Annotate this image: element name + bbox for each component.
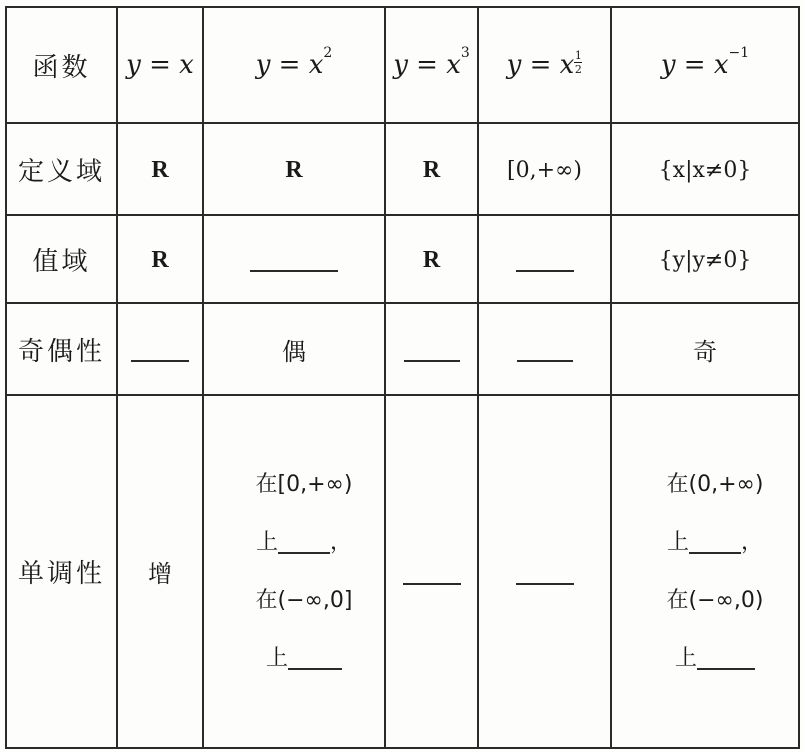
function-4-base: y = x <box>506 50 575 80</box>
mono-5-line-4-prefix: 上 <box>674 645 697 671</box>
parity-cell-5 <box>611 303 799 395</box>
mono-5-line-2-suffix: ， <box>741 529 764 555</box>
parity-value-5: 奇 <box>693 337 717 366</box>
domain-value-1: R <box>151 157 169 183</box>
parity-cell-2 <box>203 303 385 395</box>
mono-5-line-1: 在(0,+∞) <box>666 471 764 497</box>
domain-cell-5 <box>611 123 799 215</box>
mono-5-blank-2 <box>697 648 755 670</box>
range-cell-3 <box>385 215 478 303</box>
mono-5-blank-1 <box>689 532 741 554</box>
function-3-base: y = x <box>393 50 461 80</box>
domain-label: 定义域 <box>6 123 117 215</box>
parity-cell-3 <box>385 303 478 395</box>
header-label <box>6 7 117 123</box>
parity-blank-4 <box>517 338 573 362</box>
range-blank-4 <box>516 248 574 272</box>
mono-2-line-4 <box>224 630 384 688</box>
mono-2-line-2 <box>224 514 384 572</box>
mono-2-line-4-prefix: 上 <box>265 645 288 671</box>
monotonicity-cell-4 <box>478 395 611 748</box>
function-4-exponent-fraction <box>574 50 582 75</box>
mono-2-blank-1 <box>278 532 330 554</box>
parity-blank-1 <box>131 338 189 362</box>
domain-value-4: [0,+∞) <box>507 158 582 183</box>
range-blank-2 <box>250 248 338 272</box>
monotonicity-value-1: 增 <box>148 560 172 588</box>
parity-value-2: 偶 <box>282 337 306 366</box>
domain-value-3: R <box>422 157 441 183</box>
range-cell-1 <box>117 215 203 303</box>
fraction-denominator: 2 <box>574 63 582 76</box>
mono-5-line-2-prefix: 上 <box>666 529 689 555</box>
range-value-5: {y|y≠0} <box>658 248 752 273</box>
mono-blank-3 <box>403 561 461 585</box>
function-2-exponent: 2 <box>323 45 333 62</box>
function-header-4 <box>478 7 611 123</box>
fraction-numerator: 1 <box>574 49 582 62</box>
range-cell-2 <box>203 215 385 303</box>
mono-5-line-4 <box>632 630 798 688</box>
function-1-base: y = x <box>126 50 194 80</box>
domain-value-5: {x|x≠0} <box>658 158 752 183</box>
domain-cell-2 <box>203 123 385 215</box>
range-label: 值域 <box>6 215 117 303</box>
domain-cell-4 <box>478 123 611 215</box>
function-5-exponent: −1 <box>728 45 750 62</box>
monotonicity-label: 单调性 <box>6 395 117 748</box>
monotonicity-cell-2 <box>203 395 385 748</box>
mono-2-line-2-prefix: 上 <box>255 529 278 555</box>
function-5-base: y = x <box>660 50 729 80</box>
power-function-properties-table <box>5 6 800 749</box>
domain-value-2: R <box>285 157 303 183</box>
range-row <box>6 215 799 303</box>
domain-cell-3 <box>385 123 478 215</box>
mono-5-line-3: 在(−∞,0) <box>666 587 764 613</box>
mono-2-line-1: 在[0,+∞) <box>255 471 353 497</box>
mono-2-line-3: 在(−∞,0] <box>255 587 353 613</box>
parity-row <box>6 303 799 395</box>
mono-2-blank-2 <box>288 648 342 670</box>
parity-cell-1 <box>117 303 203 395</box>
monotonicity-cell-1 <box>117 395 203 748</box>
parity-label: 奇偶性 <box>6 303 117 395</box>
monotonicity-cell-3 <box>385 395 478 748</box>
parity-blank-3 <box>404 338 460 362</box>
function-header-2 <box>203 7 385 123</box>
function-header-5 <box>611 7 799 123</box>
range-cell-5 <box>611 215 799 303</box>
mono-2-line-2-suffix: ， <box>330 529 353 555</box>
mono-blank-4 <box>516 561 574 585</box>
header-label-text: 函数 <box>32 52 91 83</box>
domain-cell-1 <box>117 123 203 215</box>
function-header-3 <box>385 7 478 123</box>
mono-5-line-2 <box>632 514 798 572</box>
monotonicity-cell-5 <box>611 395 799 748</box>
range-value-1: R <box>151 247 169 273</box>
function-3-exponent: 3 <box>460 45 470 62</box>
range-cell-4 <box>478 215 611 303</box>
domain-row <box>6 123 799 215</box>
function-2-base: y = x <box>255 50 324 80</box>
function-header-1 <box>117 7 203 123</box>
parity-cell-4 <box>478 303 611 395</box>
range-value-3: R <box>422 247 441 273</box>
header-row <box>6 7 799 123</box>
monotonicity-row <box>6 395 799 748</box>
